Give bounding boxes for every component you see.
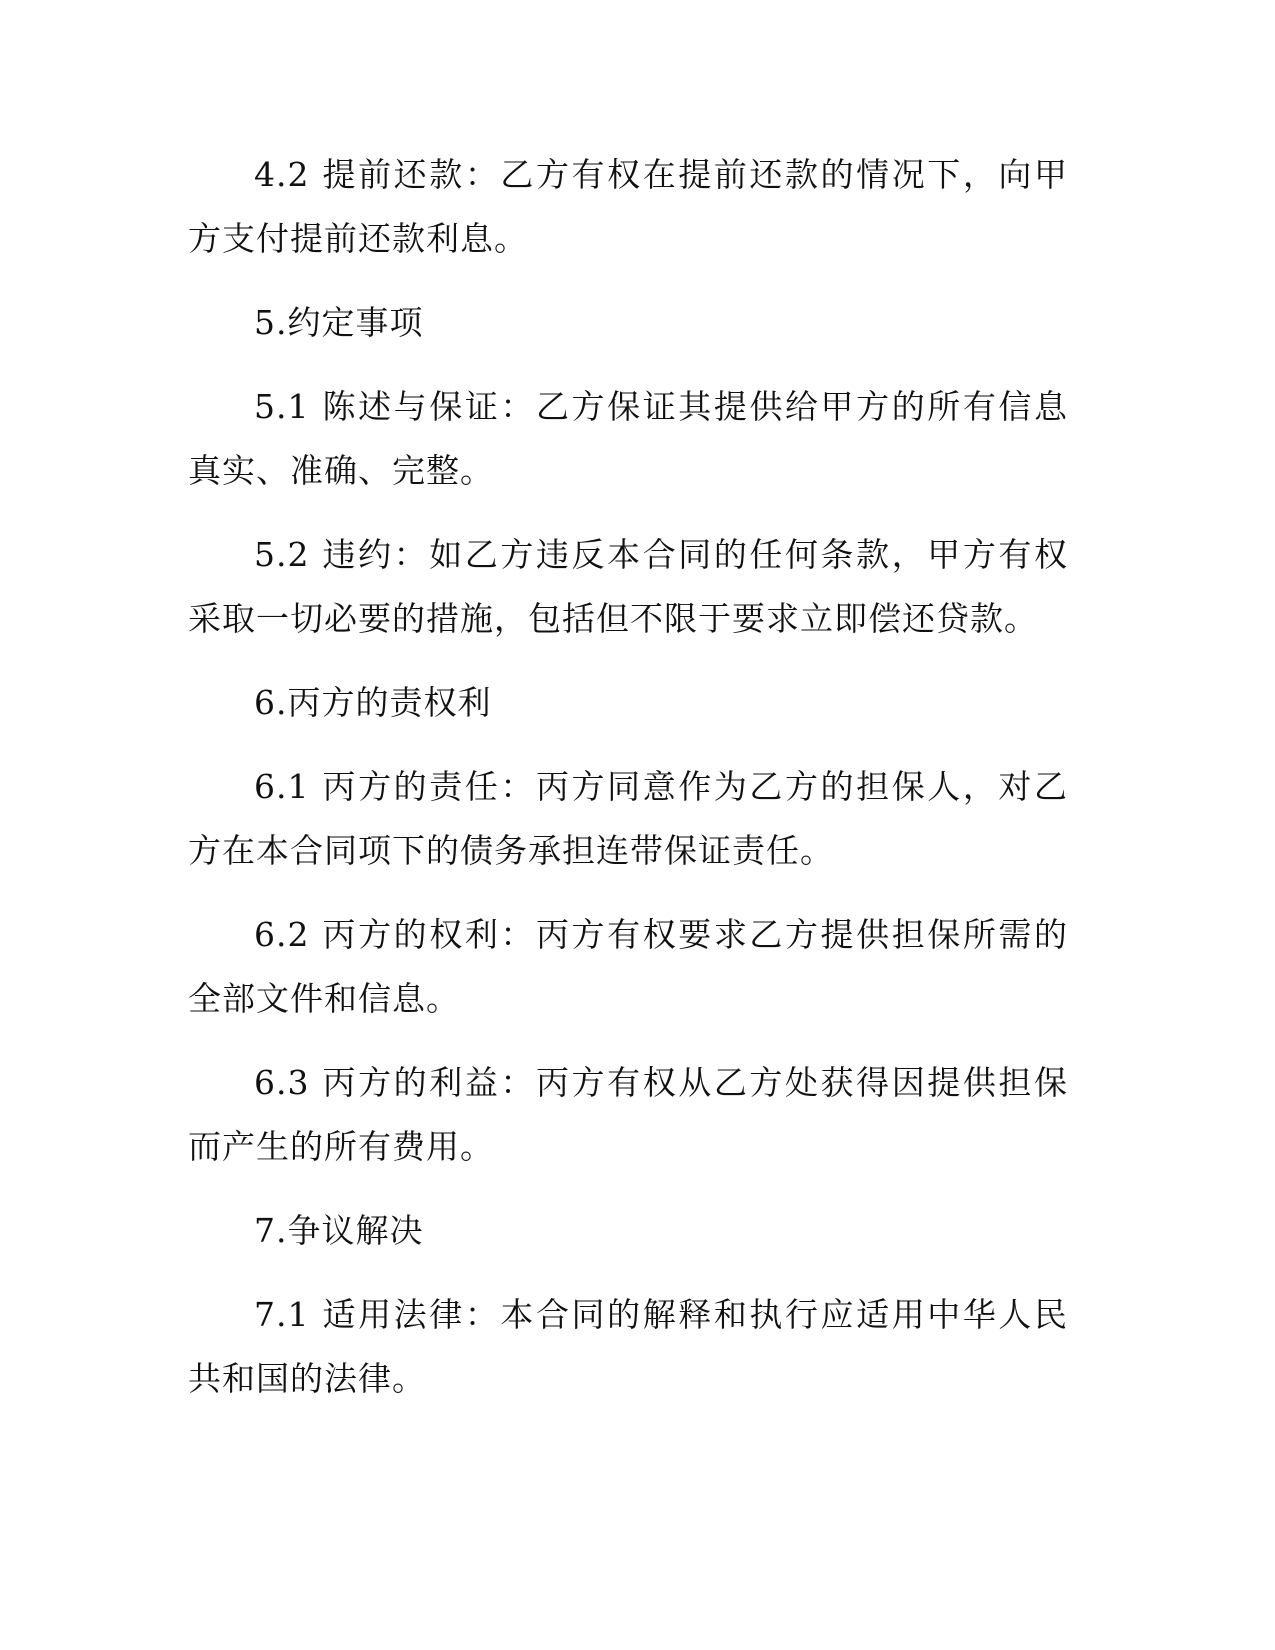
clause-6-1: 6.1 丙方的责任：丙方同意作为乙方的担保人，对乙方在本合同项下的债务承担连带保证责任。 (188, 767, 1068, 870)
clause-7-1: 7.1 适用法律：本合同的解释和执行应适用中华人民共和国的法律。 (188, 1295, 1068, 1398)
section-5-heading: 5.约定事项 (254, 303, 424, 342)
clause-6-3: 6.3 丙方的利益：丙方有权从乙方处获得因提供担保而产生的所有费用。 (188, 1063, 1068, 1166)
section-6-heading: 6.丙方的责权利 (254, 683, 492, 722)
section-7-heading: 7.争议解决 (254, 1211, 424, 1250)
document-body (188, 143, 1068, 1411)
clause-6-2: 6.2 丙方的权利：丙方有权要求乙方提供担保所需的全部文件和信息。 (188, 915, 1068, 1018)
clause-4-2: 4.2 提前还款：乙方有权在提前还款的情况下，向甲方支付提前还款利息。 (188, 155, 1068, 258)
clause-5-2: 5.2 违约：如乙方违反本合同的任何条款，甲方有权采取一切必要的措施，包括但不限于要求立即偿还贷款。 (188, 535, 1068, 638)
clause-5-1: 5.1 陈述与保证：乙方保证其提供给甲方的所有信息真实、准确、完整。 (188, 387, 1068, 490)
